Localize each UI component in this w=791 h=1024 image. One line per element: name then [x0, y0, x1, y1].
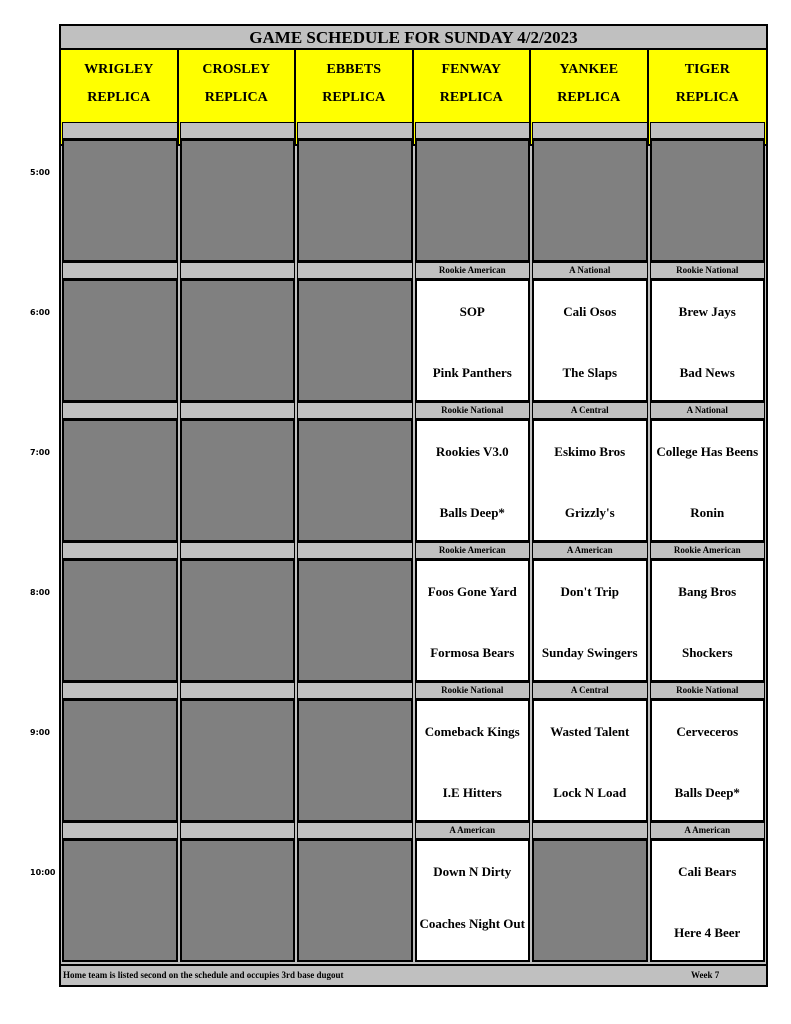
division-label	[62, 822, 178, 839]
division-label	[180, 402, 296, 419]
empty-slot	[62, 839, 178, 962]
home-team: Balls Deep*	[674, 785, 740, 800]
division-label: A American	[650, 822, 766, 839]
away-team: Eskimo Bros	[554, 444, 626, 459]
empty-slot	[297, 839, 413, 962]
home-team: Shockers	[681, 645, 733, 660]
away-team: Cerveceros	[676, 724, 739, 739]
empty-slot	[297, 559, 413, 682]
empty-slot	[180, 559, 296, 682]
away-team: Foos Gone Yard	[427, 584, 517, 599]
home-team: I.E Hitters	[442, 785, 502, 800]
field-name: FENWAY	[441, 62, 501, 77]
empty-slot	[180, 279, 296, 402]
empty-slot	[180, 419, 296, 542]
field-sub: REPLICA	[204, 90, 268, 105]
empty-slot	[62, 699, 178, 822]
empty-slot	[62, 559, 178, 682]
empty-slot	[415, 139, 531, 262]
division-label	[415, 122, 531, 139]
time-slot	[61, 559, 766, 682]
division-band	[61, 402, 766, 419]
home-team: Bad News	[679, 365, 735, 380]
field-name: CROSLEY	[202, 62, 271, 77]
empty-slot	[297, 419, 413, 542]
division-label: Rookie American	[415, 262, 531, 279]
field-sub: REPLICA	[557, 90, 621, 105]
division-label	[297, 542, 413, 559]
field-name: TIGER	[684, 62, 730, 77]
time-slot	[61, 139, 766, 262]
division-label: Rookie American	[650, 542, 766, 559]
division-band	[61, 262, 766, 279]
division-label	[180, 822, 296, 839]
division-band	[61, 822, 766, 839]
home-team: Pink Panthers	[432, 365, 512, 380]
away-team: Comeback Kings	[424, 724, 520, 739]
empty-slot	[297, 139, 413, 262]
away-team: Wasted Talent	[550, 724, 630, 739]
game-cell	[415, 559, 531, 682]
division-label	[297, 402, 413, 419]
division-label	[297, 262, 413, 279]
home-team: The Slaps	[562, 365, 618, 380]
game-cell	[650, 699, 766, 822]
empty-slot	[532, 839, 648, 962]
division-label	[532, 122, 648, 139]
home-team: Here 4 Beer	[674, 925, 741, 940]
time-label: 10:00	[30, 868, 56, 877]
division-label: Rookie National	[415, 682, 531, 699]
empty-slot	[180, 839, 296, 962]
home-team: Lock N Load	[553, 785, 627, 800]
division-label: A American	[415, 822, 531, 839]
game-cell	[650, 279, 766, 402]
field-name: EBBETS	[326, 62, 381, 77]
division-label	[297, 822, 413, 839]
away-team: Down N Dirty	[433, 864, 512, 879]
game-cell	[415, 839, 531, 962]
away-team: Cali Osos	[563, 304, 617, 319]
division-label	[62, 122, 178, 139]
division-label: A American	[532, 542, 648, 559]
week-label: Week 7	[691, 970, 720, 980]
schedule-footer	[61, 964, 766, 985]
division-label	[297, 122, 413, 139]
division-band	[61, 122, 766, 139]
schedule-title: GAME SCHEDULE FOR SUNDAY 4/2/2023	[61, 26, 766, 50]
home-team: Formosa Bears	[430, 645, 515, 660]
away-team: Don't Trip	[560, 584, 619, 599]
field-name: WRIGLEY	[84, 62, 154, 77]
time-label: 5:00	[30, 168, 50, 177]
time-slot	[61, 699, 766, 822]
home-team: Coaches Night Out	[419, 916, 525, 931]
away-team: Cali Bears	[678, 864, 737, 879]
time-label: 8:00	[30, 588, 50, 597]
empty-slot	[650, 139, 766, 262]
home-team: Balls Deep*	[439, 505, 505, 520]
division-label	[650, 122, 766, 139]
empty-slot	[180, 139, 296, 262]
division-label: A National	[532, 262, 648, 279]
division-band	[61, 542, 766, 559]
game-cell	[650, 419, 766, 542]
away-team: College Has Beens	[656, 444, 759, 459]
game-cell	[532, 419, 648, 542]
away-team: Bang Bros	[678, 584, 737, 599]
division-label: A Central	[532, 682, 648, 699]
division-label	[180, 122, 296, 139]
home-team: Grizzly's	[564, 505, 615, 520]
division-label: A National	[650, 402, 766, 419]
division-band	[61, 682, 766, 699]
home-team: Ronin	[690, 505, 725, 520]
empty-slot	[62, 279, 178, 402]
field-sub: REPLICA	[439, 90, 503, 105]
division-label	[532, 822, 648, 839]
game-cell	[532, 279, 648, 402]
empty-slot	[62, 139, 178, 262]
schedule-sheet	[59, 24, 768, 987]
game-cell	[415, 279, 531, 402]
game-cell	[650, 839, 766, 962]
empty-slot	[297, 699, 413, 822]
game-cell	[415, 699, 531, 822]
time-label: 7:00	[30, 448, 50, 457]
division-label	[62, 402, 178, 419]
division-label: Rookie National	[415, 402, 531, 419]
division-label	[180, 262, 296, 279]
empty-slot	[297, 279, 413, 402]
game-cell	[532, 699, 648, 822]
division-label	[62, 262, 178, 279]
empty-slot	[180, 699, 296, 822]
field-sub: REPLICA	[322, 90, 386, 105]
away-team: Brew Jays	[678, 304, 736, 319]
division-label: A Central	[532, 402, 648, 419]
home-team: Sunday Swingers	[541, 645, 638, 660]
field-sub: REPLICA	[675, 90, 739, 105]
time-slot	[61, 839, 766, 962]
empty-slot	[532, 139, 648, 262]
division-label	[180, 542, 296, 559]
time-slot	[61, 419, 766, 542]
field-name: YANKEE	[559, 62, 619, 77]
field-sub: REPLICA	[87, 90, 151, 105]
schedule-grid	[61, 122, 766, 962]
time-slot	[61, 279, 766, 402]
division-label	[180, 682, 296, 699]
division-label: Rookie American	[415, 542, 531, 559]
game-cell	[532, 559, 648, 682]
empty-slot	[62, 419, 178, 542]
division-label	[297, 682, 413, 699]
away-team: Rookies V3.0	[435, 444, 509, 459]
game-cell	[415, 419, 531, 542]
time-label: 9:00	[30, 728, 50, 737]
division-label: Rookie National	[650, 262, 766, 279]
division-label	[62, 542, 178, 559]
home-team-note: Home team is listed second on the schedule and occupies 3rd base dugout	[63, 970, 344, 980]
game-cell	[650, 559, 766, 682]
division-label	[62, 682, 178, 699]
away-team: SOP	[459, 304, 485, 319]
division-label: Rookie National	[650, 682, 766, 699]
time-label: 6:00	[30, 308, 50, 317]
